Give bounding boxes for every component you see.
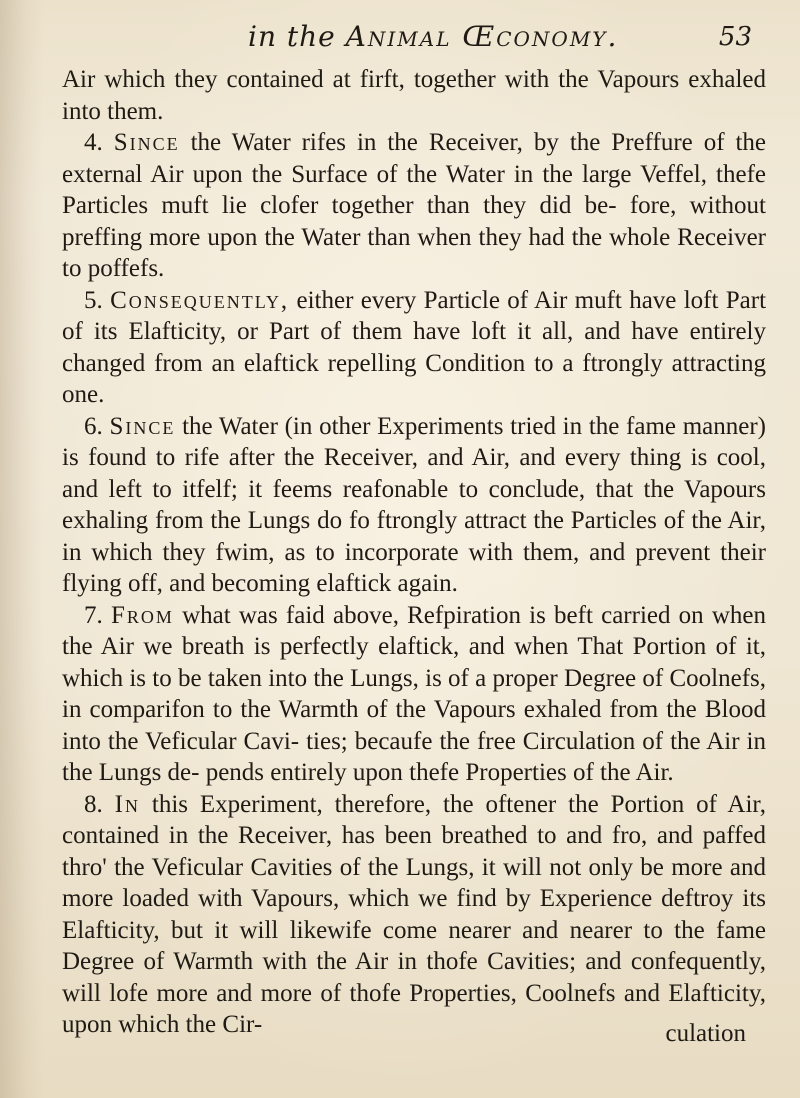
paragraph-text: the Water rifes in the Receiver, by the Preffure of the external Air upon the Surface of the Water in the large Veffel, thefe Particles muft lie clofer together than they did be- fore, without preffing more upon the Water than when they had the whole Receiver to poffefs.: [62, 129, 767, 282]
paragraph-text: either every Particle of Air muft have loft Part of its Elafticity, or Part of them have loft it all, and have entirely changed from an elaftick repelling Condition to a ftrongly attracting one.: [62, 286, 767, 408]
running-head-prefix: in the: [248, 20, 336, 53]
page-number: 53: [718, 22, 752, 52]
paragraph-lead: In: [114, 790, 140, 818]
page-gutter-shadow: [0, 0, 44, 1098]
paragraph: [62, 64, 766, 127]
running-head-title: Animal Œconomy.: [345, 20, 619, 53]
paragraph-text: this Experiment, therefore, the oftener the Portion of Air, contained in the Receiver, has been breathed to and fro, and paffed thro' the Veficular Cavities of the Lungs, it will not only be more and more loaded with Vapours, which we find by Experience deftroy its Elafticity, but it will likewife come nearer and nearer to the fame Degree of Warmth with the Air in thofe Cavities; and confequently, will lofe more and more of thofe Properties, Coolnefs and Elafticity, upon which the Cir-: [62, 790, 767, 1038]
paragraph: [62, 600, 766, 789]
paragraph: [62, 127, 766, 285]
paragraph-text: what was faid above, Refpiration is beft carried on when the Air we breath is perfectly elaftick, and when That Portion of it, which is to be taken into the Lungs, is of a proper Degree of Coolnefs, in comparifon to the Warmth of the Vapours exhaled from the Blood into the Veficular Cavi- ties; becaufe the free Circulation of the Air in the Lungs de- pends entirely upon thefe Properties of the Air.: [62, 601, 767, 786]
paragraph-number: 4.: [84, 129, 103, 156]
paragraph-number: 8.: [84, 790, 103, 818]
running-head: [248, 20, 698, 53]
paragraph: [62, 411, 766, 600]
paragraph-text: Air which they contained at firft, together with the Vapours exhaled into them.: [62, 66, 766, 125]
paragraph: [62, 285, 766, 411]
paragraph-lead: Consequently,: [110, 286, 290, 314]
paragraph: [62, 789, 766, 1041]
body-text: [62, 64, 766, 1041]
paragraph-lead: Since: [113, 129, 180, 156]
paragraph-lead: From: [110, 601, 174, 629]
paragraph-number: 5.: [84, 286, 103, 314]
paragraph-number: 7.: [84, 601, 103, 629]
paragraph-number: 6.: [84, 412, 103, 440]
catchword: culation: [665, 1020, 746, 1047]
paragraph-lead: Since: [109, 412, 176, 440]
paragraph-text: the Water (in other Experiments tried in the fame manner) is found to rife after the Receiver, and Air, and every thing is cool, and left to itfelf; it feems reafonable to conclude, that the Vapours exhaling from the Lungs do fo ftrongly attract the Particles of the Air, in which they fwim, as to incorporate with them, and prevent their flying off, and becoming elaftick again.: [62, 412, 767, 597]
